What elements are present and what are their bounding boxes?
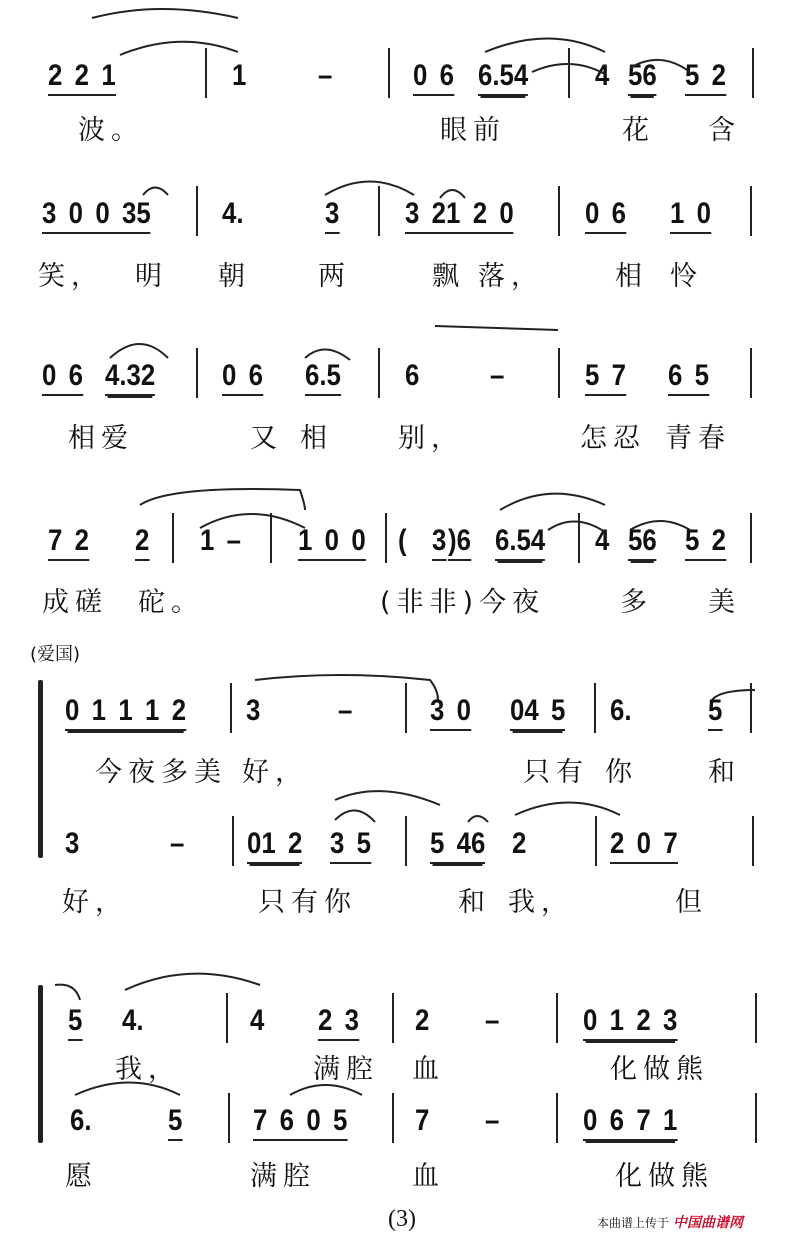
note-group: 3	[65, 827, 80, 860]
lyric: 只有	[523, 757, 589, 788]
note-group: 04 5	[510, 695, 565, 731]
note-group: 6.	[70, 1104, 92, 1137]
lyric: 我，	[508, 887, 574, 918]
note-group: 3 5	[330, 828, 371, 864]
slur	[548, 521, 605, 532]
lyric: 笑，	[38, 261, 104, 292]
note-group: 3	[325, 198, 339, 234]
lyric: 波。	[78, 115, 144, 146]
note-group: 3 0 0 35	[42, 198, 151, 234]
slur	[500, 494, 605, 510]
part-label: (爱国)	[30, 644, 81, 665]
slur	[485, 39, 605, 53]
slur	[75, 1083, 180, 1096]
note-group: –	[485, 1104, 500, 1137]
slur	[468, 816, 488, 822]
lyric: 今夜多美	[95, 757, 227, 788]
note-group: 5 7	[585, 360, 626, 396]
lyric: 怎忍	[580, 423, 646, 454]
slur	[143, 188, 168, 196]
slur	[335, 791, 440, 805]
slur	[290, 1085, 362, 1095]
lyric: 满腔	[250, 1161, 316, 1192]
note-group: 1 0	[670, 198, 711, 234]
slur	[55, 985, 80, 1000]
note-group: 4	[595, 59, 610, 92]
note-group: 6	[405, 359, 420, 392]
note-group: 5 2	[685, 525, 726, 561]
lyric: 含	[708, 115, 741, 146]
note-group: 0 1 2 3	[583, 1005, 677, 1041]
slur	[305, 349, 350, 360]
lyric: 我，	[115, 1054, 181, 1085]
note-group: 1 –	[200, 524, 242, 557]
note-group: 6 5	[668, 360, 709, 396]
note-group: 3	[246, 694, 261, 727]
note-group: 3	[432, 525, 446, 561]
slur	[712, 690, 755, 700]
lyric: 好，	[242, 757, 308, 788]
lyric: 眼前	[440, 115, 506, 146]
note-group: 3 0	[430, 695, 471, 731]
lyric: 明	[135, 261, 168, 292]
note-group: 6.	[610, 694, 632, 727]
note-group: 0 1 1 1 2	[65, 695, 186, 731]
slur	[200, 514, 305, 528]
note-group: 56	[628, 525, 657, 561]
slur	[440, 190, 465, 198]
page-number: (3)	[388, 1206, 416, 1232]
note-group: 7	[415, 1104, 430, 1137]
lyric: 但	[675, 887, 708, 918]
note-group: 2 0 7	[610, 828, 678, 864]
lyric: 落，	[478, 261, 544, 292]
note-group: 5 46	[430, 828, 485, 864]
lyric: 满腔	[313, 1054, 379, 1085]
lyric: 相	[300, 423, 333, 454]
slur	[120, 42, 238, 55]
note-group: 0 6 7 1	[583, 1105, 677, 1141]
lyric: (非非)今夜	[380, 587, 546, 618]
lyric: 化做熊	[610, 1054, 709, 1085]
note-group: –	[485, 1004, 500, 1037]
lyric: 血	[412, 1054, 445, 1085]
lyric: 美	[708, 587, 741, 618]
slur	[532, 64, 605, 74]
note-group: 6.54	[478, 60, 528, 96]
lyric: 只有你	[258, 887, 357, 918]
lyric: 相爱	[68, 423, 134, 454]
note-group: 01 2	[247, 828, 302, 864]
note-group: –	[170, 827, 185, 860]
lyric: 花	[622, 115, 655, 146]
lyric: 多	[620, 587, 653, 618]
note-group: 4.32	[105, 360, 155, 396]
note-group: 2	[135, 525, 149, 561]
lyric: 愿	[65, 1161, 98, 1192]
slur	[325, 182, 414, 196]
note-group: –	[338, 694, 353, 727]
note-group: 2	[512, 827, 527, 860]
slur	[110, 344, 168, 358]
lyric: 别，	[398, 423, 464, 454]
lyric: 砣。	[138, 587, 204, 618]
slur	[630, 60, 690, 72]
slur	[92, 9, 238, 18]
note-group: 2	[415, 1004, 430, 1037]
slur	[630, 521, 690, 530]
lyric: 两	[318, 261, 351, 292]
note-group: 5	[168, 1105, 182, 1141]
lyric: 和	[708, 757, 741, 788]
lyric: 飘	[432, 261, 465, 292]
lyric: 又	[250, 423, 283, 454]
lyric: 和	[458, 887, 491, 918]
note-group: (	[398, 524, 407, 557]
note-group: 4	[595, 524, 610, 557]
slur	[125, 974, 260, 990]
note-group: 7 6 0 5	[253, 1105, 347, 1141]
slur	[515, 803, 620, 816]
note-group: )6	[448, 525, 471, 561]
note-group: 6.54	[495, 525, 545, 561]
note-group: 2 3	[318, 1005, 359, 1041]
note-group: 4	[250, 1004, 265, 1037]
note-group: 5	[68, 1005, 82, 1041]
note-group: 2 2 1	[48, 60, 116, 96]
note-group: 0 6	[585, 198, 626, 234]
slur	[255, 675, 438, 700]
note-group: 56	[628, 60, 657, 96]
note-group: 5	[708, 695, 722, 731]
lyric: 朝	[218, 261, 251, 292]
note-group: 1	[232, 59, 247, 92]
note-group: 1 0 0	[298, 525, 366, 561]
slur	[140, 489, 305, 510]
lyric: 你	[605, 757, 638, 788]
note-group: 4.	[122, 1004, 144, 1037]
note-group: 0 6	[222, 360, 263, 396]
lyric: 怜	[670, 261, 703, 292]
note-group: 0 6	[413, 60, 454, 96]
lyric: 相	[615, 261, 648, 292]
lyric: 化做熊	[615, 1161, 714, 1192]
lyric: 青春	[665, 423, 731, 454]
upload-credit	[597, 1212, 743, 1232]
note-group: 7 2	[48, 525, 89, 561]
lyric: 血	[412, 1161, 445, 1192]
note-group: –	[490, 359, 505, 392]
note-group: 3 21 2 0	[405, 198, 514, 234]
lyric: 成磋	[42, 587, 108, 618]
site-logo: 中国曲谱网	[673, 1215, 744, 1231]
credit-text: 本曲谱上传于	[597, 1215, 670, 1230]
slur	[335, 810, 375, 822]
note-group: 5 2	[685, 60, 726, 96]
note-group: 4.	[222, 197, 244, 230]
note-group: 6.5	[305, 360, 341, 396]
note-group: –	[318, 59, 333, 92]
slur	[435, 326, 558, 330]
lyric: 好，	[62, 887, 128, 918]
note-group: 0 6	[42, 360, 83, 396]
